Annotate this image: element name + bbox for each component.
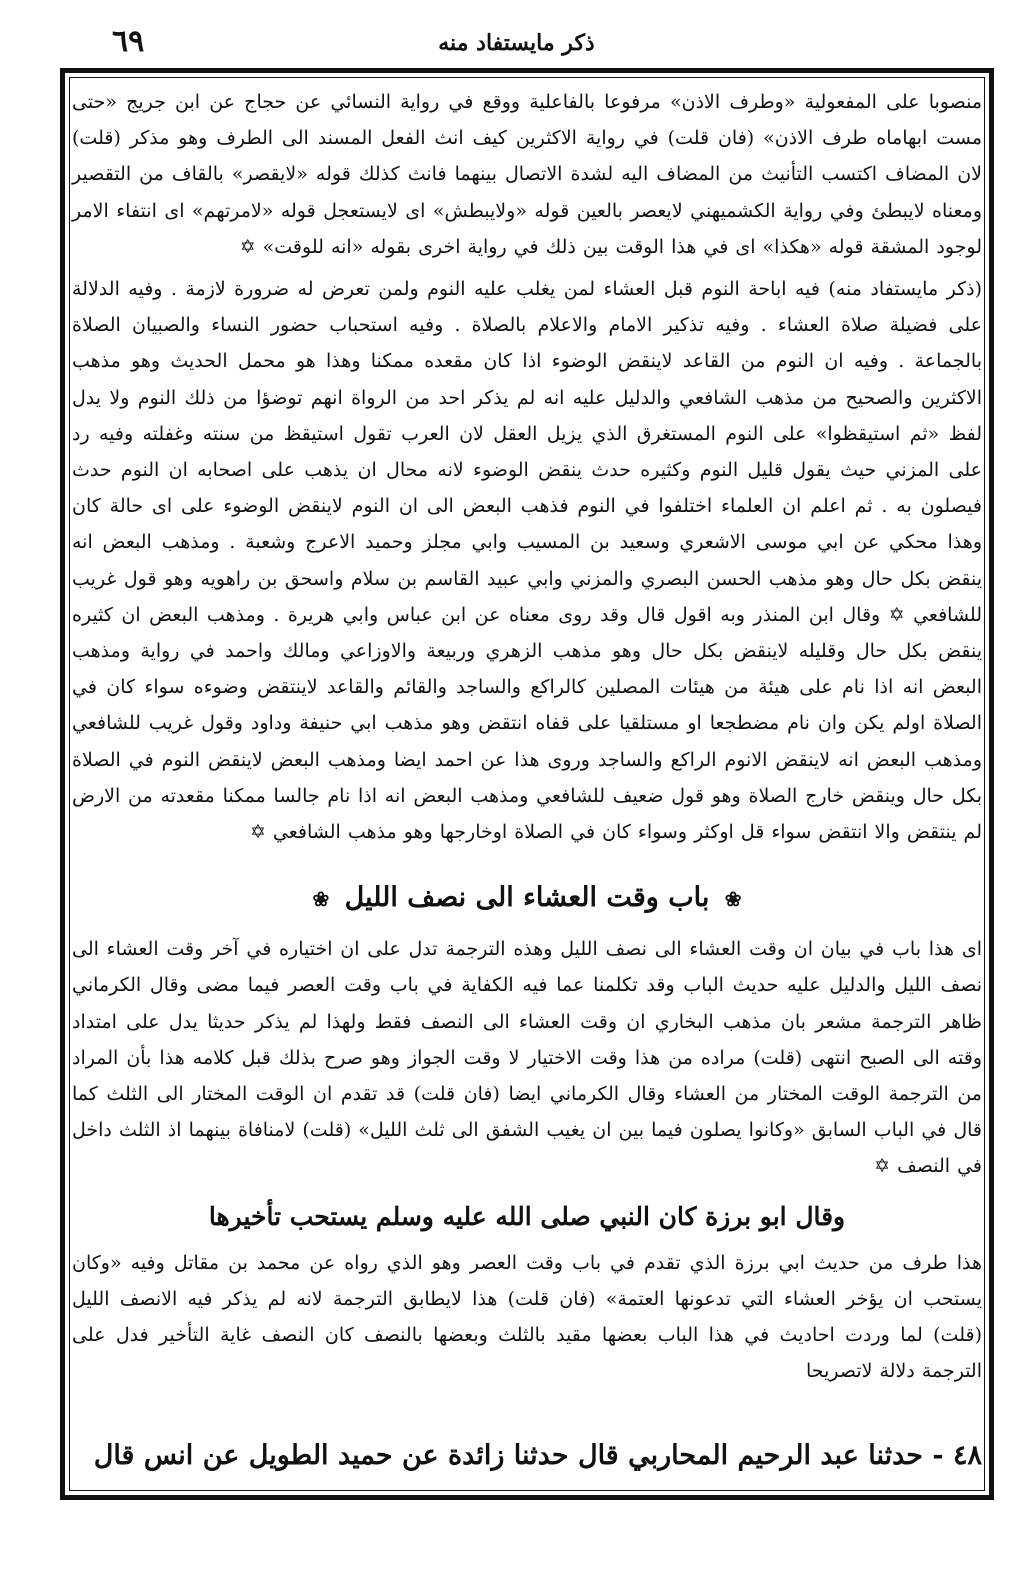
chapter-title: باب وقت العشاء الى نصف الليل	[344, 882, 710, 914]
isnad-text: حدثنا عبد الرحيم المحاربي قال حدثنا زائدة عن حميد الطويل عن انس قال	[93, 1440, 923, 1471]
hadith-isnad-line: ٤٨ - حدثنا عبد الرحيم المحاربي قال حدثنا زائدة عن حميد الطويل عن انس قال	[93, 1440, 982, 1471]
hadith-commentary-paragraph: هذا طرف من حديث ابي برزة الذي تقدم في باب وقت العصر وهو الذي رواه عن محمد بن مقاتل وفيه «وكان يستحب ان يؤخر العشاء التي تدعونها العتمة» (فان قلت) هذا لايطابق الترجمة لانه لم يذكر فيه الانصف الليل (قلت) لما وردت احاديث في هذا الباب بعضها مقيد بالثلث وبعضها بالنصف كان النصف غاية التأخير فدل على الترجمة دلالة لاتصريحا	[72, 1251, 982, 1383]
main-text-block	[72, 84, 982, 1396]
benefits-paragraph: (ذكر مايستفاد منه) فيه اباحة النوم قبل العشاء لمن يغلب عليه النوم ولمن تعرض له ضرورة لازمة . وفيه الدلالة على فضيلة صلاة العشاء . وفيه تذكير الامام والاعلام بالصلاة . وفيه استحباب حضور النساء والصبيان الصلاة بالجماعة . وفيه ان النوم من القاعد لاينقض الوضوء اذا كان مقعده ممكنا وهذا هو محمل الحديث وهو مذهب الاكثرين والصحيح من مذهب الشافعي والدليل عليه انه لم يذكر احد من الرواة انهم توضؤا من ذلك النوم ولا يدل لفظ «ثم استيقظوا» على النوم المستغرق الذي يزيل العقل لان العرب تقول استيقظ من سنته وغفلته وفيه رد على المزني حيث يقول قليل النوم وكثيره حدث ينقض الوضوء لانه محال ان يذهب على اصحابه ان النوم حدث فيصلون به . ثم اعلم ان العلماء اختلفوا في النوم فذهب البعض الى ان النوم لاينقض الوضوء على اى حالة كان وهذا محكي عن ابي موسى الاشعري وسعيد بن المسيب وابي مجلز وحميد الاعرج وشعبة . ومذهب البعض انه ينقض بكل حال وهو مذهب الحسن البصري والمزني وابي عبيد القاسم بن سلام واسحق بن راهويه وهو قول غريب للشافعي ✡ وقال ابن المنذر وبه اقول قال وقد روى معناه عن ابن عباس وابي هريرة . ومذهب البعض ان كثيره ينقض بكل حال وقليله لاينقض بكل حال وهو مذهب الزهري وربيعة والاوزاعي ومالك واحمد في رواية ومذهب البعض انه اذا نام على هيئة من هيئات المصلين كالراكع والساجد والقائم والقاعد لاينتقض وضوءه سواء كان في الصلاة اولم يكن وان نام مضطجعا او مستلقيا على قفاه انتقض وهو مذهب ابي حنيفة وداود وقول غريب للشافعي ومذهب البعض انه لاينقض الانوم الراكع والساجد وروى هذا عن احمد ايضا ومذهب البعض لاينقض النوم في الصلاة بكل حال وينقض خارج الصلاة وهو قول ضعيف للشافعي ومذهب البعض انه اذا نام جالسا ممكنا مقعدته من الارض لم ينتقض والا انتقض سواء قل اوكثر وسواء كان في الصلاة اوخارجها وهو مذهب الشافعي ✡	[72, 278, 982, 844]
hadith-number: ٤٨	[952, 1440, 982, 1471]
chapter-explanation-paragraph: اى هذا باب في بيان ان وقت العشاء الى نصف الليل وهذه الترجمة تدل على ان اختياره في آخر وقت العشاء الى نصف الليل والدليل عليه حديث الباب وقد تكلمنا عما فيه الكفاية في باب وقت العصر فيما مضى وقال الكرماني ظاهر الترجمة مشعر بان مذهب البخاري ان وقت العشاء الى النصف فقط ولهذا لم يذكر حديثا يدل على امتداد وقته الى الصبح انتهى (قلت) مراده من هذا وقت الاختيار لا وقت الجواز وهو صرح بذلك قبل كلامه هذا بأن المراد من الترجمة الوقت المختار من العشاء وقال الكرماني ايضا (فان قلت) قد تقدم ان الوقت المختار الى الثلث كما قال في الباب السابق «وكانوا يصلون فيما بين ان يغيب الشفق الى ثلث الليل» (قلت) لامنافاة بينهما اذ الثلث داخل في النصف ✡	[72, 938, 982, 1178]
commentary-paragraph-1: منصوبا على المفعولية «وطرف الاذن» مرفوعا بالفاعلية ووقع في رواية النسائي عن حجاج عن ابن جريج «حتى مست ابهاماه طرف الاذن» (فان قلت) في رواية الاكثرين كيف انث الفعل المسند الى الطرف وهو مذكر (قلت) لان المضاف اكتسب التأنيث من المضاف اليه لشدة الاتصال بينهما فانث كذلك قوله «لايقصر» بالقاف من التقصير ومعناه لايبطئ وفي رواية الكشميهني لايعصر بالعين قوله «ولايبطش» اى لايستعجل قوله «لامرتهم» اى انتفاء الامر لوجود المشقة قوله «هكذا» اى في هذا الوقت بين ذلك في رواية اخرى بقوله «انه للوقت» ✡	[72, 91, 982, 258]
chapter-heading	[72, 872, 982, 925]
page-number: ٦٩	[112, 24, 145, 59]
ornament-icon: ❀	[312, 887, 330, 912]
ornament-icon: ❀	[724, 887, 742, 912]
hadith-quote-text: وقال ابو برزة كان النبي صلى الله عليه وسلم يستحب تأخيرها	[208, 1201, 846, 1231]
hadith-quote-heading	[72, 1193, 982, 1241]
running-title: ذكر مايستفاد منه	[438, 30, 595, 56]
